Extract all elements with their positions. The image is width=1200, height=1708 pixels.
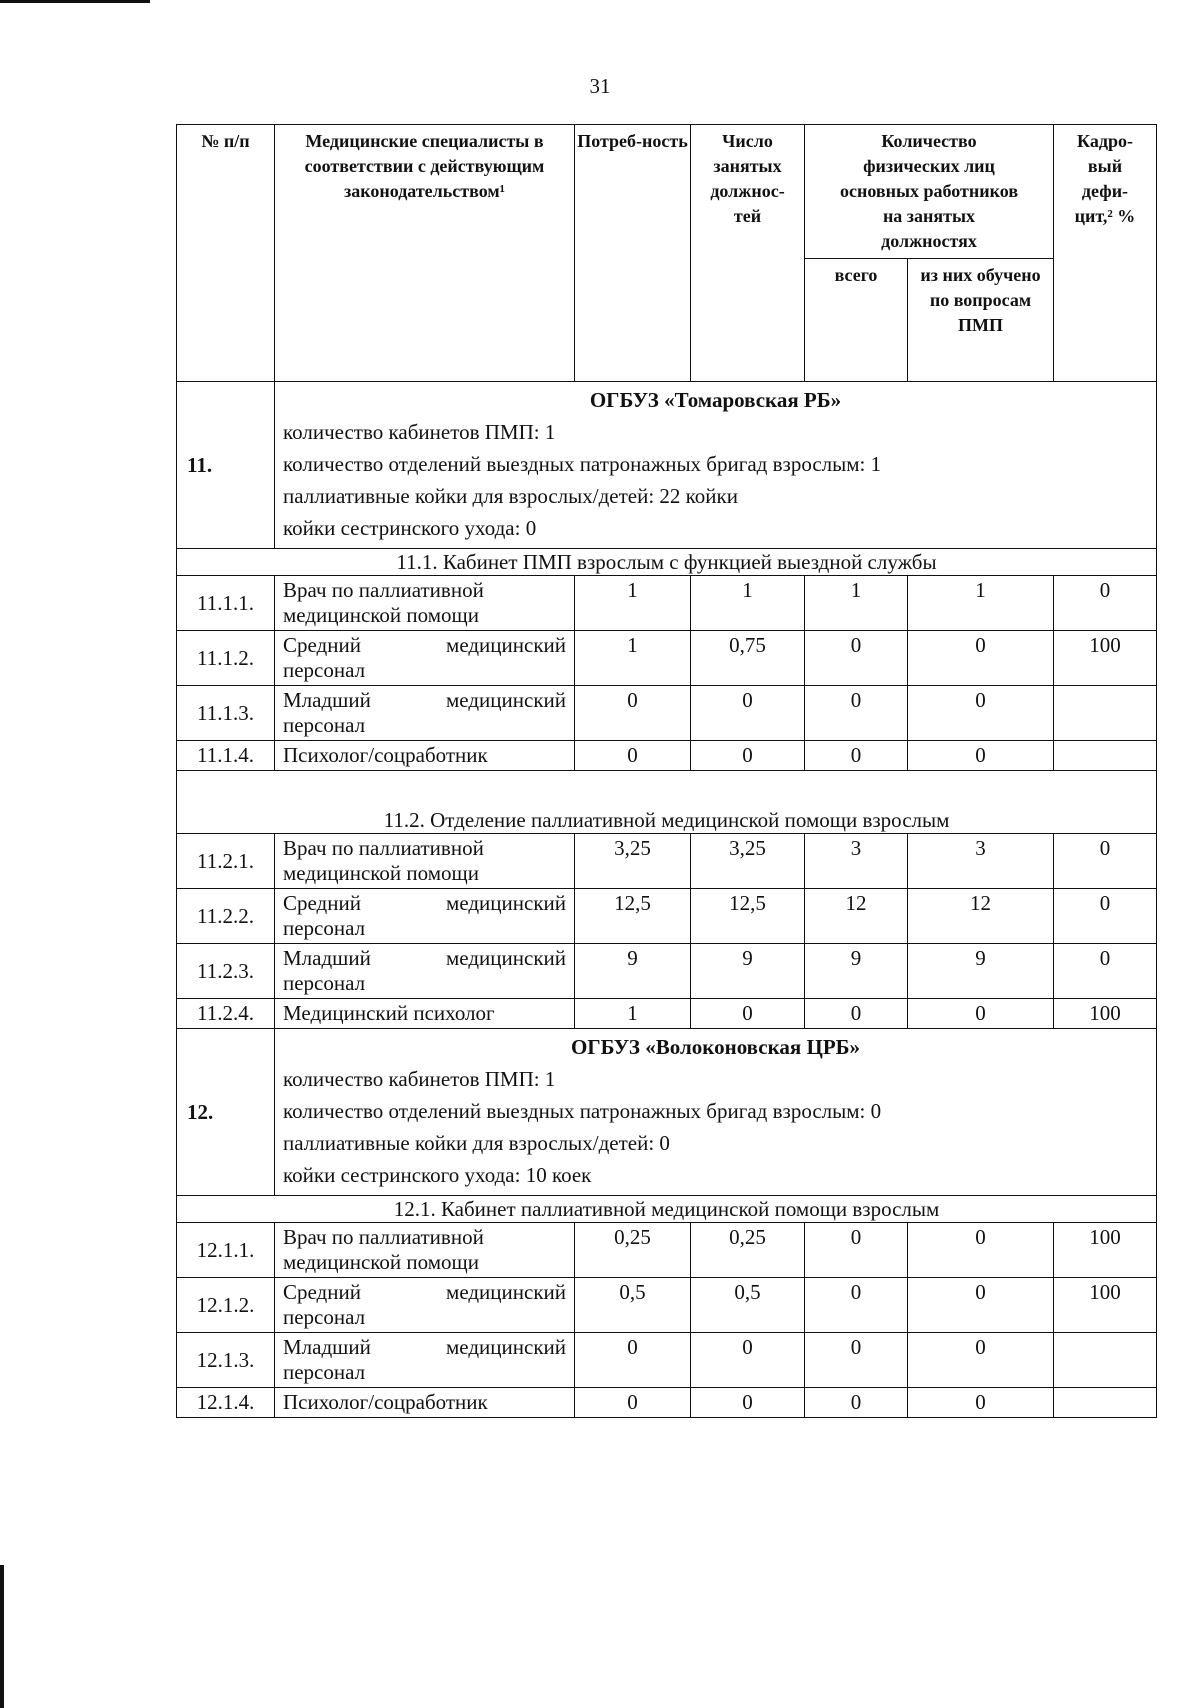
- org-info-line: количество отделений выездных патронажных бригад взрослым: 0: [283, 1099, 882, 1123]
- row-specialist: [275, 1278, 575, 1333]
- row-trained: 1: [908, 576, 1054, 631]
- table-row: [177, 999, 1157, 1029]
- row-need: 1: [575, 631, 691, 686]
- header-specialists: Медицинские специалисты в соответствии с действующим законодательством¹: [275, 125, 575, 382]
- org-number: 11.: [177, 382, 275, 549]
- row-specialist: [275, 944, 575, 999]
- row-number: 12.1.4.: [177, 1388, 275, 1418]
- row-trained: 9: [908, 944, 1054, 999]
- row-occupied: 0,25: [691, 1223, 805, 1278]
- table-row: [177, 741, 1157, 771]
- row-specialist: [275, 686, 575, 741]
- row-specialist: [275, 999, 575, 1029]
- header-trained: из них обучено по вопросам ПМП: [908, 259, 1054, 382]
- org-info-line: количество кабинетов ПМП: 1: [283, 420, 556, 444]
- org-name: ОГБУЗ «Волоконовская ЦРБ»: [570, 1035, 861, 1059]
- row-need: 0,5: [575, 1278, 691, 1333]
- row-total: 0: [805, 1333, 908, 1388]
- row-total: 0: [805, 686, 908, 741]
- row-trained: 0: [908, 999, 1054, 1029]
- org-info-line: количество отделений выездных патронажных бригад взрослым: 1: [283, 452, 882, 476]
- section-title: 12.1. Кабинет паллиативной медицинской помощи взрослым: [177, 1196, 1157, 1223]
- row-deficit: 0: [1054, 576, 1157, 631]
- table-row: [177, 1223, 1157, 1278]
- row-deficit: [1054, 686, 1157, 741]
- row-deficit: [1054, 741, 1157, 771]
- row-deficit: [1054, 1333, 1157, 1388]
- row-specialist-text: Младший медицинский персонал: [283, 688, 566, 737]
- table-row: [177, 834, 1157, 889]
- row-need: 1: [575, 999, 691, 1029]
- row-need: 0: [575, 741, 691, 771]
- row-trained: 0: [908, 741, 1054, 771]
- row-specialist-text: Средний медицинский персонал: [283, 891, 566, 940]
- row-specialist-text: Психолог/соцработник: [283, 1390, 488, 1414]
- row-occupied: 0: [691, 1333, 805, 1388]
- row-trained: 0: [908, 1223, 1054, 1278]
- page-number: 31: [589, 74, 611, 98]
- row-trained: 3: [908, 834, 1054, 889]
- row-number: 12.1.2.: [177, 1278, 275, 1333]
- row-specialist: [275, 889, 575, 944]
- scan-edge-mark-left: [0, 1565, 4, 1708]
- section-title: 11.1. Кабинет ПМП взрослым с функцией выездной службы: [177, 549, 1157, 576]
- section-row: [177, 1196, 1157, 1223]
- row-need: 1: [575, 576, 691, 631]
- org-info-cell: [275, 1029, 1157, 1196]
- table-row: [177, 1388, 1157, 1418]
- org-info-cell: [275, 382, 1157, 549]
- row-total: 9: [805, 944, 908, 999]
- scan-edge-mark-top: [0, 0, 150, 3]
- row-specialist-text: Врач по паллиативной медицинской помощи: [283, 836, 484, 885]
- row-deficit: 100: [1054, 631, 1157, 686]
- row-specialist-text: Средний медицинский персонал: [283, 1280, 566, 1329]
- table-row: [177, 944, 1157, 999]
- org-info-line: койки сестринского ухода: 0: [283, 516, 537, 540]
- row-occupied: 9: [691, 944, 805, 999]
- row-specialist: [275, 631, 575, 686]
- row-number: 11.2.2.: [177, 889, 275, 944]
- row-specialist-text: Младший медицинский персонал: [283, 946, 566, 995]
- row-total: 0: [805, 999, 908, 1029]
- row-number: 11.2.1.: [177, 834, 275, 889]
- section-row: [177, 771, 1157, 834]
- org-row: [177, 382, 1157, 549]
- row-deficit: 100: [1054, 999, 1157, 1029]
- table-body: [177, 382, 1157, 1418]
- row-occupied: 0: [691, 741, 805, 771]
- row-total: 3: [805, 834, 908, 889]
- row-trained: 12: [908, 889, 1054, 944]
- row-specialist-text: Врач по паллиативной медицинской помощи: [283, 578, 484, 627]
- org-number: 12.: [177, 1029, 275, 1196]
- row-specialist: [275, 1388, 575, 1418]
- org-info-line: паллиативные койки для взрослых/детей: 0: [283, 1131, 670, 1155]
- row-specialist-text: Врач по паллиативной медицинской помощи: [283, 1225, 484, 1274]
- row-occupied: 0: [691, 1388, 805, 1418]
- row-occupied: 12,5: [691, 889, 805, 944]
- org-name: ОГБУЗ «Томаровская РБ»: [589, 388, 842, 412]
- header-deficit: Кадро-вый дефи-цит,² %: [1054, 125, 1157, 382]
- row-need: 0: [575, 686, 691, 741]
- row-trained: 0: [908, 1388, 1054, 1418]
- row-deficit: [1054, 1388, 1157, 1418]
- row-number: 11.2.4.: [177, 999, 275, 1029]
- row-deficit: 0: [1054, 834, 1157, 889]
- row-deficit: 0: [1054, 944, 1157, 999]
- org-info-line: количество кабинетов ПМП: 1: [283, 1067, 556, 1091]
- row-deficit: 0: [1054, 889, 1157, 944]
- row-total: 0: [805, 631, 908, 686]
- row-specialist-text: Психолог/соцработник: [283, 743, 488, 767]
- row-need: 3,25: [575, 834, 691, 889]
- header-occupied: Число занятых должнос-тей: [691, 125, 805, 382]
- row-number: 11.1.3.: [177, 686, 275, 741]
- table-row: [177, 576, 1157, 631]
- row-need: 12,5: [575, 889, 691, 944]
- row-number: 12.1.1.: [177, 1223, 275, 1278]
- row-specialist-text: Медицинский психолог: [283, 1001, 495, 1025]
- row-specialist: [275, 741, 575, 771]
- row-deficit: 100: [1054, 1278, 1157, 1333]
- org-row: [177, 1029, 1157, 1196]
- row-occupied: 0: [691, 999, 805, 1029]
- row-deficit: 100: [1054, 1223, 1157, 1278]
- section-title: 11.2. Отделение паллиативной медицинской помощи взрослым: [177, 771, 1157, 834]
- row-total: 12: [805, 889, 908, 944]
- row-need: 0: [575, 1333, 691, 1388]
- row-occupied: 0,5: [691, 1278, 805, 1333]
- row-occupied: 0,75: [691, 631, 805, 686]
- row-specialist-text: Младший медицинский персонал: [283, 1335, 566, 1384]
- row-specialist: [275, 834, 575, 889]
- header-total: всего: [805, 259, 908, 382]
- row-total: 0: [805, 1223, 908, 1278]
- row-number: 11.2.3.: [177, 944, 275, 999]
- row-total: 0: [805, 1278, 908, 1333]
- section-row: [177, 549, 1157, 576]
- row-trained: 0: [908, 1278, 1054, 1333]
- row-specialist: [275, 1223, 575, 1278]
- row-number: 11.1.2.: [177, 631, 275, 686]
- row-need: 9: [575, 944, 691, 999]
- table-row: [177, 631, 1157, 686]
- header-num: № п/п: [177, 125, 275, 382]
- row-specialist-text: Средний медицинский персонал: [283, 633, 566, 682]
- header-persons: Количество физических лиц основных работников на занятых должностях: [805, 125, 1054, 259]
- row-trained: 0: [908, 631, 1054, 686]
- org-info-line: койки сестринского ухода: 10 коек: [283, 1163, 592, 1187]
- row-need: 0,25: [575, 1223, 691, 1278]
- row-number: 12.1.3.: [177, 1333, 275, 1388]
- row-number: 11.1.4.: [177, 741, 275, 771]
- row-specialist: [275, 576, 575, 631]
- table-row: [177, 1333, 1157, 1388]
- table-row: [177, 686, 1157, 741]
- row-trained: 0: [908, 686, 1054, 741]
- table-row: [177, 889, 1157, 944]
- table-header: [177, 125, 1157, 382]
- row-occupied: 1: [691, 576, 805, 631]
- row-trained: 0: [908, 1333, 1054, 1388]
- row-specialist: [275, 1333, 575, 1388]
- row-total: 0: [805, 741, 908, 771]
- org-info-line: паллиативные койки для взрослых/детей: 22 койки: [283, 484, 738, 508]
- row-total: 1: [805, 576, 908, 631]
- staffing-table: [176, 124, 1157, 1418]
- row-need: 0: [575, 1388, 691, 1418]
- row-total: 0: [805, 1388, 908, 1418]
- row-number: 11.1.1.: [177, 576, 275, 631]
- header-need: Потреб-ность: [575, 125, 691, 382]
- table-row: [177, 1278, 1157, 1333]
- row-occupied: 0: [691, 686, 805, 741]
- row-occupied: 3,25: [691, 834, 805, 889]
